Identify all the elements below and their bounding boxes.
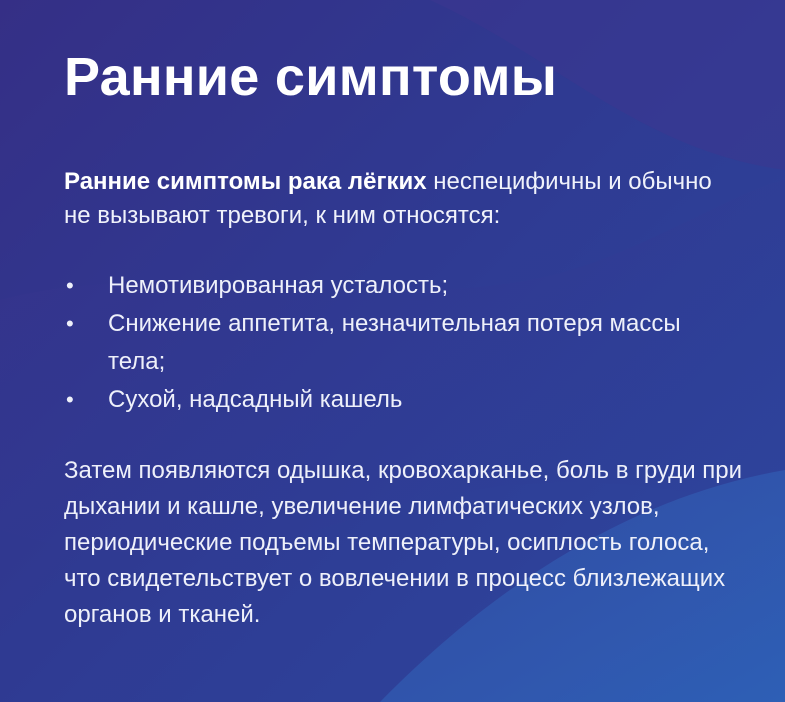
list-item	[64, 381, 744, 419]
list-item-text: Немотивированная усталость;	[108, 272, 449, 300]
intro-paragraph	[64, 165, 744, 233]
list-item-text: Снижение аппетита, незначительная потеря массы тела;	[108, 310, 681, 376]
page-title: Ранние симптомы	[64, 47, 558, 107]
outro-paragraph: Затем появляются одышка, кровохарканье, боль в груди при дыхании и кашле, увеличение лимфатических узлов, периодические подъемы температуры, осиплость голоса, что свидетельствует о вовлечении в процесс близлежащих органов и тканей.	[64, 457, 743, 629]
intro-text: неспецифичны и обычно не вызывают тревоги, к ним относятся:	[64, 168, 712, 230]
list-item	[64, 305, 744, 381]
symptom-list	[64, 267, 744, 419]
slide-content	[64, 48, 744, 657]
list-item-text: Сухой, надсадный кашель	[108, 386, 403, 414]
list-item	[64, 267, 744, 305]
bullet-icon: •	[66, 387, 74, 413]
bullet-icon: •	[66, 273, 74, 299]
bullet-icon: •	[66, 311, 74, 337]
intro-bold-text: Ранние симптомы рака лёгких	[64, 168, 427, 196]
